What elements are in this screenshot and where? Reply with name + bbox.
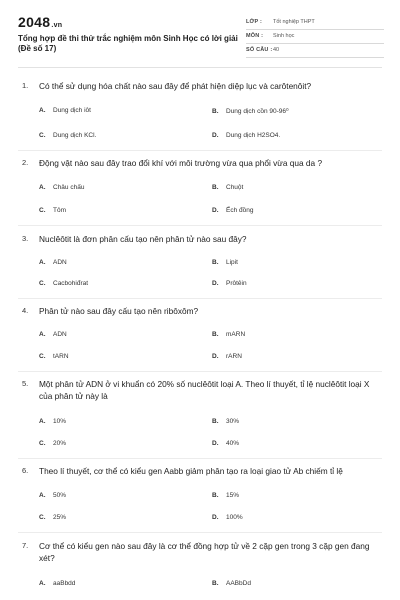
question-body: Một phân tử ADN ở vi khuẩn có 20% số nuclêôtit loại A. Theo lí thuyết, tỉ lệ nuclêôtit loại X của phân tử này là xyxy=(39,379,370,401)
question-1 xyxy=(22,80,382,139)
question-body: Theo lí thuyết, cơ thể có kiểu gen Aabb giảm phân tạo ra loại giao tử Ab chiếm tỉ lệ xyxy=(39,466,343,476)
meta-subject-row xyxy=(246,30,384,44)
option-letter: D. xyxy=(212,280,219,287)
option-d[interactable] xyxy=(212,207,253,214)
option-letter: D. xyxy=(212,440,219,447)
question-body: Phân tử nào sau đây cấu tạo nên ribôxôm? xyxy=(39,306,199,316)
option-text: Chuột xyxy=(226,184,244,191)
question-3 xyxy=(22,233,382,287)
option-a[interactable] xyxy=(39,107,91,114)
option-text: Cacbohiđrat xyxy=(53,280,89,287)
option-text: Prôtêin xyxy=(226,280,247,287)
option-c[interactable] xyxy=(39,280,88,287)
option-letter: D. xyxy=(212,207,219,214)
question-4 xyxy=(22,305,382,360)
question-number: 2. xyxy=(22,158,29,167)
option-letter: A. xyxy=(39,580,46,587)
option-b[interactable] xyxy=(212,184,243,191)
option-text: Châu chấu xyxy=(53,184,85,191)
option-text: Dung dịch cồn 90-96⁰ xyxy=(226,108,289,115)
meta-value: Sinh học xyxy=(273,33,295,39)
option-text: 100% xyxy=(226,514,243,521)
question-text xyxy=(22,80,382,92)
option-text: Lipit xyxy=(226,259,238,266)
option-letter: C. xyxy=(39,207,46,214)
option-text: tARN xyxy=(53,353,69,360)
question-number: 6. xyxy=(22,466,29,475)
question-text xyxy=(22,465,382,477)
option-letter: C. xyxy=(39,280,46,287)
option-c[interactable] xyxy=(39,514,66,521)
option-text: mARN xyxy=(226,331,246,338)
option-c[interactable] xyxy=(39,207,66,214)
option-letter: D. xyxy=(212,353,219,360)
option-letter: B. xyxy=(212,259,219,266)
option-text: 15% xyxy=(226,492,240,499)
option-letter: C. xyxy=(39,353,46,360)
option-a[interactable] xyxy=(39,492,66,499)
option-text: ADN xyxy=(53,259,67,266)
option-b[interactable] xyxy=(212,580,251,587)
question-separator xyxy=(18,150,382,151)
option-letter: A. xyxy=(39,331,46,338)
option-letter: A. xyxy=(39,259,46,266)
option-c[interactable] xyxy=(39,132,96,139)
option-c[interactable] xyxy=(39,353,69,360)
question-text xyxy=(22,540,382,564)
option-a[interactable] xyxy=(39,580,75,587)
option-text: 20% xyxy=(53,440,67,447)
option-b[interactable] xyxy=(212,418,239,425)
option-text: rARN xyxy=(226,353,242,360)
question-text xyxy=(22,233,382,245)
brand-logo[interactable] xyxy=(18,14,62,30)
option-d[interactable] xyxy=(212,132,280,139)
meta-value: Tốt nghiệp THPT xyxy=(273,19,315,25)
question-7 xyxy=(22,540,382,587)
question-separator xyxy=(18,532,382,533)
question-body: Có thể sử dụng hóa chất nào sau đây để phát hiện diệp lục và carôtenôit? xyxy=(39,81,312,91)
option-letter: B. xyxy=(212,331,219,338)
option-text: Ếch đồng xyxy=(226,207,254,214)
option-letter: A. xyxy=(39,418,46,425)
question-number: 5. xyxy=(22,379,29,388)
option-text: aaBbdd xyxy=(53,580,76,587)
option-d[interactable] xyxy=(212,353,242,360)
question-text xyxy=(22,378,382,402)
option-text: 25% xyxy=(53,514,67,521)
question-text xyxy=(22,305,382,317)
option-d[interactable] xyxy=(212,280,247,287)
option-text: 30% xyxy=(226,418,240,425)
option-letter: B. xyxy=(212,492,219,499)
option-text: 10% xyxy=(53,418,67,425)
meta-count-row xyxy=(246,44,384,58)
option-letter: C. xyxy=(39,514,46,521)
option-b[interactable] xyxy=(212,107,289,115)
option-d[interactable] xyxy=(212,514,243,521)
meta-key: LỚP : xyxy=(246,19,262,25)
option-letter: A. xyxy=(39,184,46,191)
option-letter: A. xyxy=(39,107,46,114)
question-number: 4. xyxy=(22,306,29,315)
question-2 xyxy=(22,157,382,214)
option-a[interactable] xyxy=(39,259,67,266)
meta-class-row xyxy=(246,16,384,30)
option-text: AABbDd xyxy=(226,580,251,587)
brand-name: 2048 xyxy=(18,14,51,30)
option-text: Dung dịch KCl. xyxy=(53,132,97,139)
brand-tld: .vn xyxy=(51,22,63,29)
option-letter: B. xyxy=(212,108,219,115)
option-text: Dung dịch H2SO4. xyxy=(226,132,281,139)
option-c[interactable] xyxy=(39,440,66,447)
option-b[interactable] xyxy=(212,331,245,338)
question-6 xyxy=(22,465,382,521)
question-separator xyxy=(18,458,382,459)
option-letter: B. xyxy=(212,580,219,587)
question-body: Nuclêôtit là đơn phân cấu tạo nên phân tử nào sau đây? xyxy=(39,234,247,244)
question-body: Cơ thể có kiểu gen nào sau đây là cơ thể đồng hợp tử về 2 cặp gen trong 3 cặp gen đang xét? xyxy=(39,541,370,563)
question-separator xyxy=(18,371,382,372)
question-text xyxy=(22,157,382,169)
meta-key: SỐ CÂU : xyxy=(246,47,273,53)
meta-value: 40 xyxy=(273,47,280,53)
option-text: ADN xyxy=(53,331,67,338)
question-5 xyxy=(22,378,382,447)
exam-header xyxy=(18,14,384,60)
option-d[interactable] xyxy=(212,440,239,447)
header-divider xyxy=(18,67,382,68)
question-separator xyxy=(18,225,382,226)
option-letter: C. xyxy=(39,132,46,139)
question-number: 1. xyxy=(22,81,29,90)
option-a[interactable] xyxy=(39,331,67,338)
option-text: 40% xyxy=(226,440,240,447)
question-number: 3. xyxy=(22,234,29,243)
document-title: Tổng hợp đề thi thử trắc nghiệm môn Sinh Học có lời giải (Đề số 17) xyxy=(18,34,238,53)
meta-key: MÔN : xyxy=(246,33,264,39)
question-number: 7. xyxy=(22,541,29,550)
option-letter: D. xyxy=(212,514,219,521)
option-letter: A. xyxy=(39,492,46,499)
option-a[interactable] xyxy=(39,184,84,191)
question-separator xyxy=(18,298,382,299)
option-text: Tôm xyxy=(53,207,66,214)
question-body: Động vật nào sau đây trao đổi khí với môi trường vừa qua phổi vừa qua da ? xyxy=(39,158,323,168)
option-letter: C. xyxy=(39,440,46,447)
option-a[interactable] xyxy=(39,418,66,425)
option-b[interactable] xyxy=(212,492,239,499)
option-letter: B. xyxy=(212,418,219,425)
exam-meta xyxy=(246,16,384,58)
option-letter: D. xyxy=(212,132,219,139)
option-b[interactable] xyxy=(212,259,238,266)
option-letter: B. xyxy=(212,184,219,191)
option-text: Dung dịch iôt xyxy=(53,107,91,114)
option-text: 50% xyxy=(53,492,67,499)
